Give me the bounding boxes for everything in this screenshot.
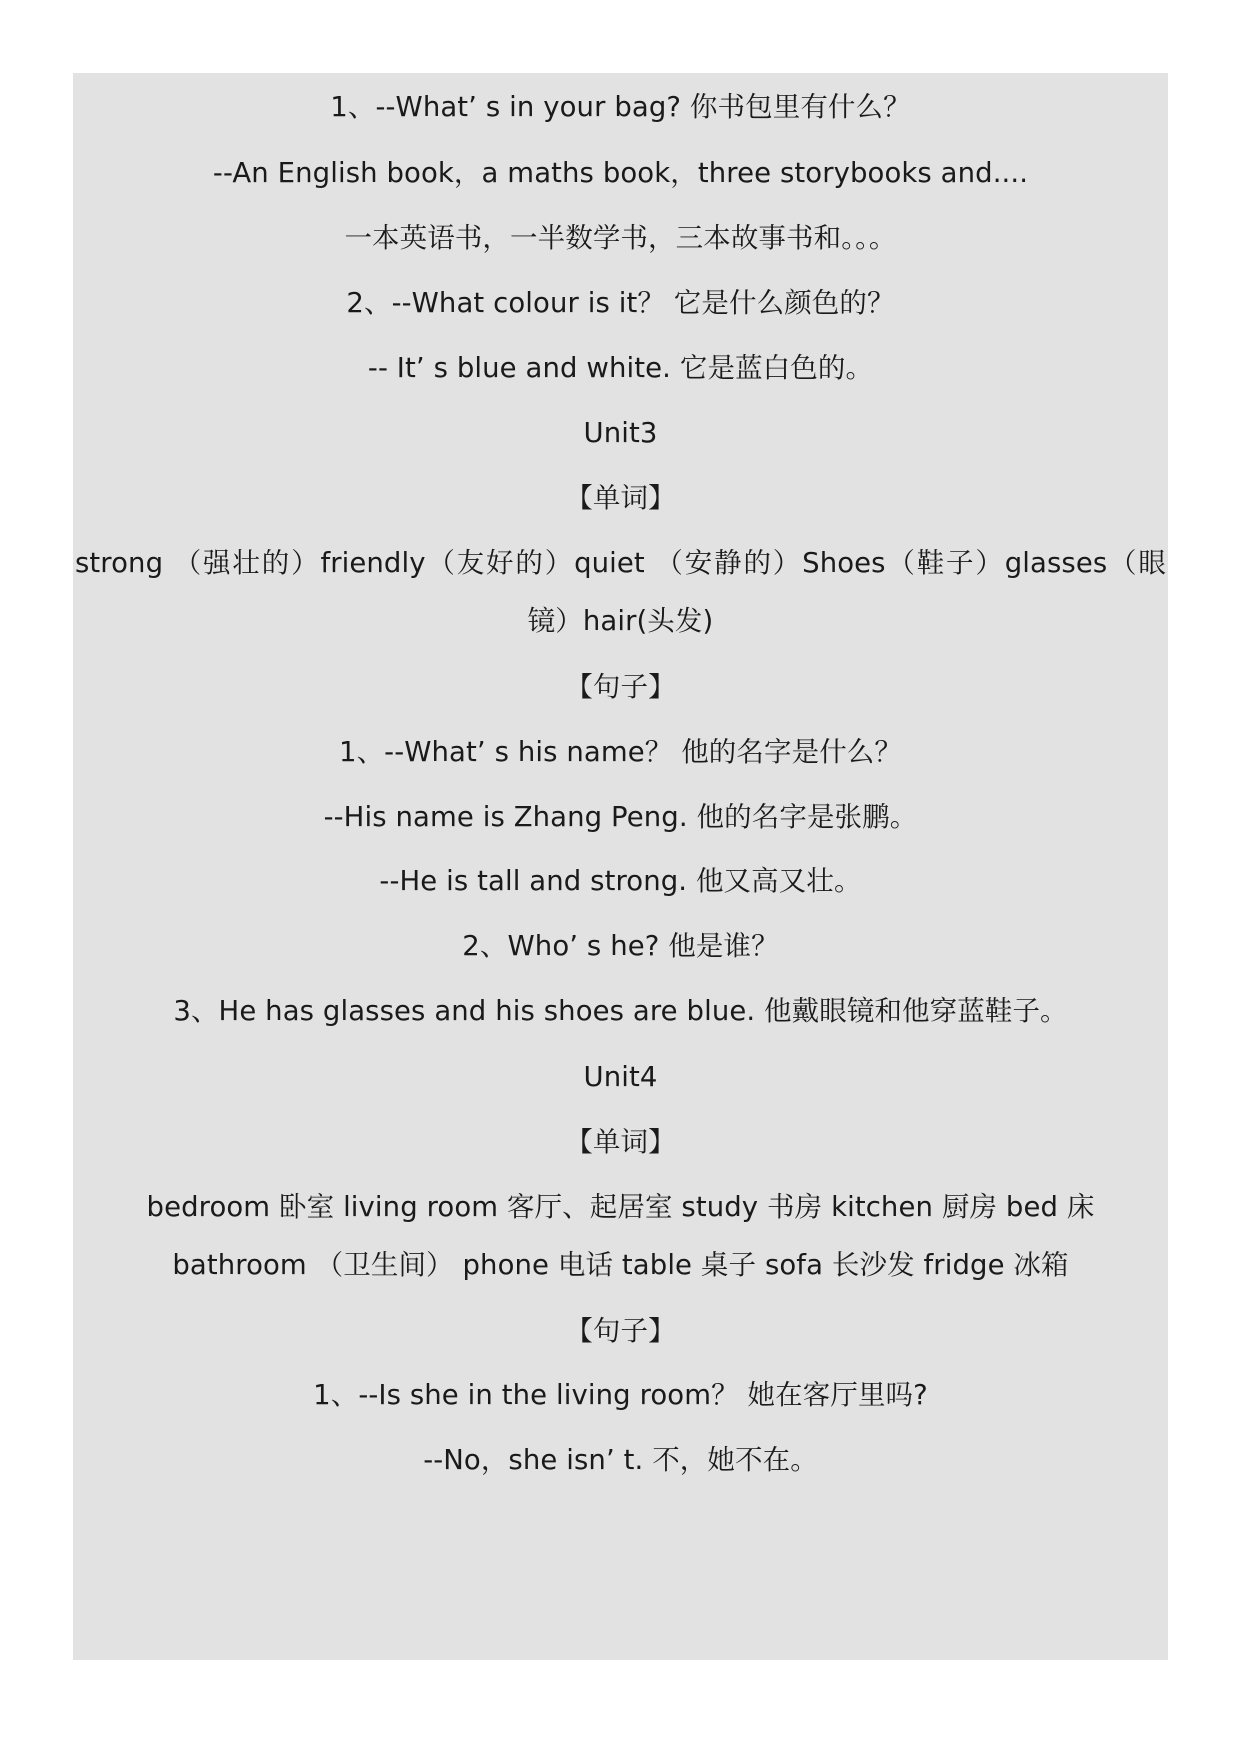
text-line: 2、Who’ s he? 他是谁？	[462, 930, 779, 962]
vocab-line: 镜）hair(头发)	[527, 605, 714, 637]
text-line: -- It’ s blue and white. 它是蓝白色的。	[367, 352, 874, 384]
text-line: 一本英语书，一半数学书，三本故事书和。。。	[344, 222, 897, 254]
vocab-line: bathroom （卫生间） phone 电话 table 桌子 sofa 长沙发 fridge 冰箱	[172, 1249, 1069, 1281]
section-heading-sentences: 【句子】	[565, 1315, 676, 1347]
vocab-line: strong （强壮的）friendly（友好的）quiet （安静的）Shoes（鞋子）glasses（眼	[75, 547, 1166, 579]
section-heading-words: 【单词】	[565, 1126, 676, 1158]
text-line: 1、--Is she in the living room？ 她在客厅里吗?	[313, 1379, 928, 1411]
unit-heading: Unit4	[583, 1061, 658, 1093]
text-line: --His name is Zhang Peng. 他的名字是张鹏。	[323, 801, 918, 833]
text-line: --No，she isn’ t. 不，她不在。	[423, 1444, 818, 1476]
text-line: 3、He has glasses and his shoes are blue. 他戴眼镜和他穿蓝鞋子。	[173, 995, 1068, 1027]
text-line: 1、--What’ s his name？ 他的名字是什么？	[338, 736, 903, 768]
text-line: --An English book，a maths book，three storybooks and....	[212, 157, 1029, 189]
document-page	[73, 73, 1168, 1660]
unit-heading: Unit3	[583, 417, 658, 449]
vocab-line: bedroom 卧室 living room 客厅、起居室 study 书房 kitchen 厨房 bed 床	[146, 1191, 1095, 1223]
text-line: 1、--What’ s in your bag? 你书包里有什么？	[330, 91, 911, 123]
text-line: 2、--What colour is it？ 它是什么颜色的？	[346, 287, 895, 319]
section-heading-sentences: 【句子】	[565, 671, 676, 703]
section-heading-words: 【单词】	[565, 482, 676, 514]
text-line: --He is tall and strong. 他又高又壮。	[379, 865, 862, 897]
